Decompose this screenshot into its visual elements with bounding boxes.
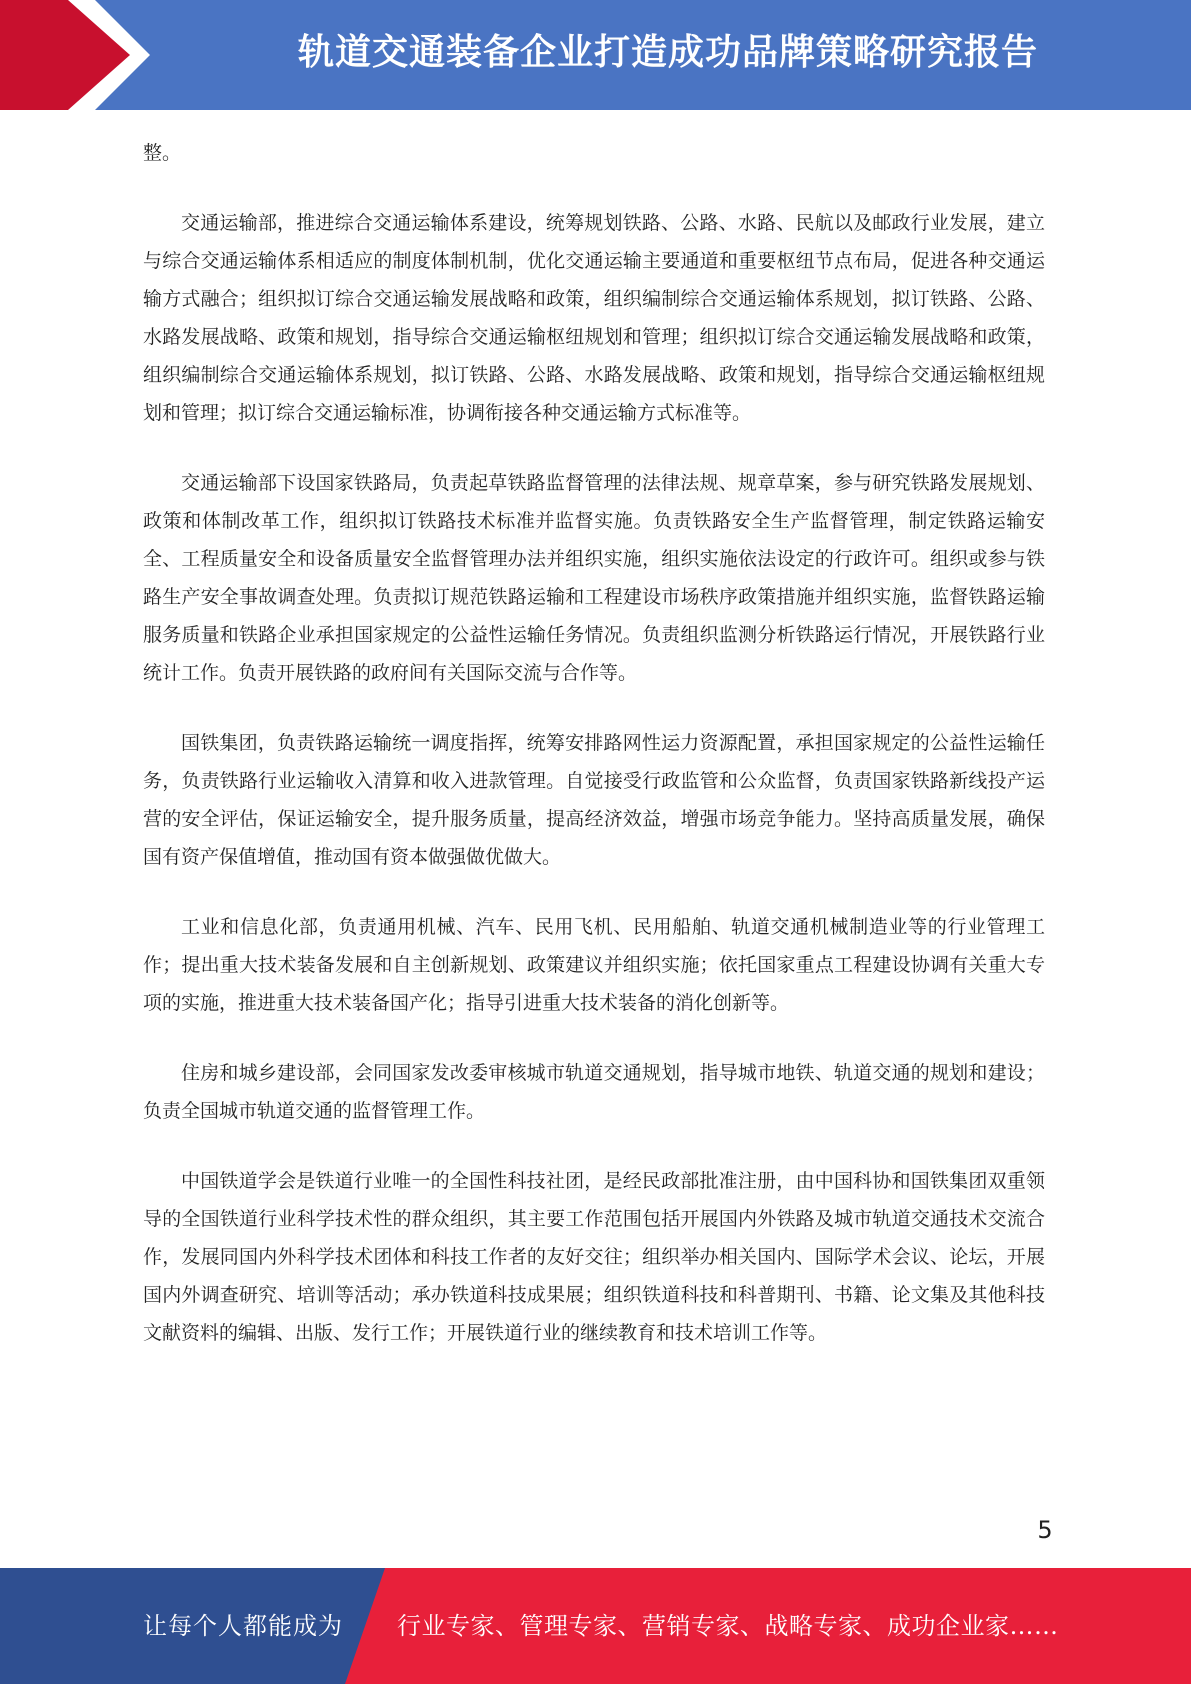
header-chevron-graphic [0, 0, 160, 110]
paragraph-ministry-of-transport: 交通运输部，推进综合交通运输体系建设，统筹规划铁路、公路、水路、民航以及邮政行业发展，建立与综合交通运输体系相适应的制度体制机制，优化交通运输主要通道和重要枢纽节点布局，促进各种交通运输方式融合；组织拟订综合交通运输发展战略和政策，组织编制综合交通运输体系规划，拟订铁路、公路、水路发展战略、政策和规划，指导综合交通运输枢纽规划和管理；组织拟订综合交通运输发展战略和政策，组织编制综合交通运输体系规划，拟订铁路、公路、水路发展战略、政策和规划，指导综合交通运输枢纽规划和管理；拟订综合交通运输标准，协调衔接各种交通运输方式标准等。 [143, 212, 1045, 424]
page-header [0, 0, 1191, 110]
page-footer [0, 1568, 1191, 1684]
page-number: 5 [1037, 1516, 1053, 1544]
paragraph-mohurd: 住房和城乡建设部，会同国家发改委审核城市轨道交通规划，指导城市地铁、轨道交通的规划和建设；负责全国城市轨道交通的监督管理工作。 [143, 1062, 1045, 1122]
footer-slogan-right: 行业专家、管理专家、营销专家、战略专家、成功企业家…… [397, 1612, 1059, 1640]
document-body [143, 134, 1045, 1384]
paragraph-miit: 工业和信息化部，负责通用机械、汽车、民用飞机、民用船舶、轨道交通机械制造业等的行业管理工作；提出重大技术装备发展和自主创新规划、政策建议并组织实施；依托国家重点工程建设协调有关重大专项的实施，推进重大技术装备国产化；指导引进重大技术装备的消化创新等。 [143, 916, 1045, 1014]
footer-slogan-left: 让每个人都能成为 [143, 1612, 343, 1640]
paragraph-china-railway-group: 国铁集团，负责铁路运输统一调度指挥，统筹安排路网性运力资源配置，承担国家规定的公益性运输任务，负责铁路行业运输收入清算和收入进款管理。自觉接受行政监管和公众监督，负责国家铁路新线投产运营的安全评估，保证运输安全，提升服务质量，提高经济效益，增强市场竞争能力。坚持高质量发展，确保国有资产保值增值，推动国有资本做强做优做大。 [143, 732, 1045, 868]
paragraph-national-railway-administration: 交通运输部下设国家铁路局，负责起草铁路监督管理的法律法规、规章草案，参与研究铁路发展规划、政策和体制改革工作，组织拟订铁路技术标准并监督实施。负责铁路安全生产监督管理，制定铁路运输安全、工程质量安全和设备质量安全监督管理办法并组织实施，组织实施依法设定的行政许可。组织或参与铁路生产安全事故调查处理。负责拟订规范铁路运输和工程建设市场秩序政策措施并组织实施，监督铁路运输服务质量和铁路企业承担国家规定的公益性运输任务情况。负责组织监测分析铁路运行情况，开展铁路行业统计工作。负责开展铁路的政府间有关国际交流与合作等。 [143, 472, 1045, 684]
report-title: 轨道交通装备企业打造成功品牌策略研究报告 [297, 32, 1038, 73]
paragraph-china-railway-society: 中国铁道学会是铁道行业唯一的全国性科技社团，是经民政部批准注册，由中国科协和国铁集团双重领导的全国铁道行业科学技术性的群众组织，其主要工作范围包括开展国内外铁路及城市轨道交通技术交流合作，发展同国内外科学技术团体和科技工作者的友好交往；组织举办相关国内、国际学术会议、论坛，开展国内外调查研究、培训等活动；承办铁道科技成果展；组织铁道科技和科普期刊、书籍、论文集及其他科技文献资料的编辑、出版、发行工作；开展铁道行业的继续教育和技术培训工作等。 [143, 1170, 1045, 1344]
paragraph-continuation: 整。 [143, 142, 182, 164]
